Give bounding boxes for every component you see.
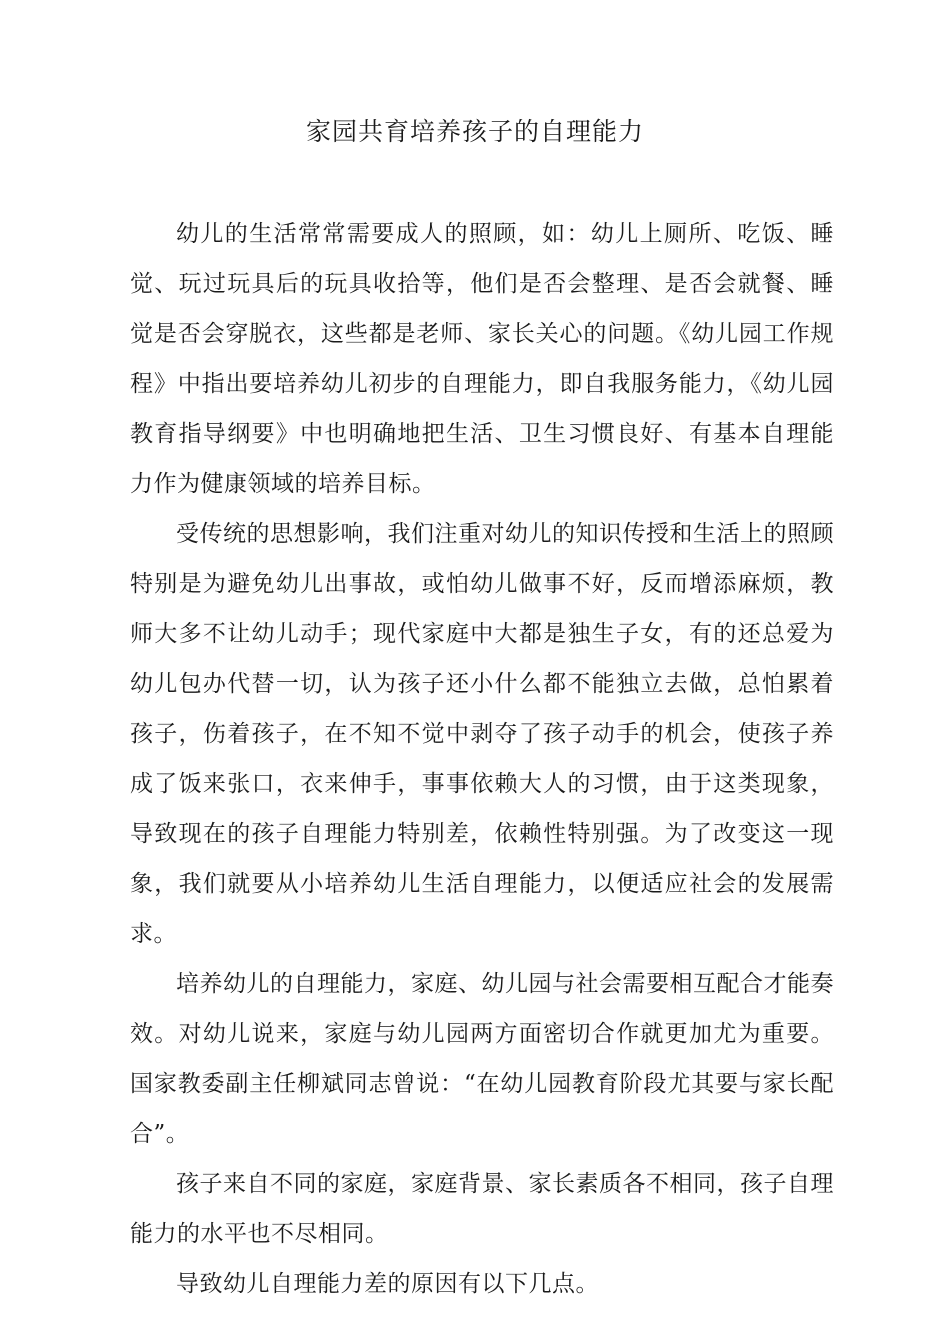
document-body xyxy=(130,209,834,1309)
document-title: 家园共育培养孩子的自理能力 xyxy=(305,117,644,146)
paragraph-1: 幼儿的生活常常需要成人的照顾，如：幼儿上厕所、吃饭、睡觉、玩过玩具后的玩具收拾等，他们是否会整理、是否会就餐、睡觉是否会穿脱衣，这些都是老师、家长关心的问题。《幼儿园工作规程》中指出要培养幼儿初步的自理能力，即自我服务能力，《幼儿园教育指导纲要》中也明确地把生活、卫生习惯良好、有基本自理能力作为健康领域的培养目标。 xyxy=(130,221,834,497)
paragraph-5: 导致幼儿自理能力差的原因有以下几点。 xyxy=(176,1271,599,1297)
paragraph-2: 受传统的思想影响，我们注重对幼儿的知识传授和生活上的照顾特别是为避免幼儿出事故，或怕幼儿做事不好，反而增添麻烦，教师大多不让幼儿动手；现代家庭中大都是独生子女，有的还总爱为幼儿包办代替一切，认为孩子还小什么都不能独立去做，总怕累着孩子，伤着孩子，在不知不觉中剥夺了孩子动手的机会，使孩子养成了饭来张口，衣来伸手，事事依赖大人的习惯，由于这类现象，导致现在的孩子自理能力特别差，依赖性特别强。为了改变这一现象，我们就要从小培养幼儿生活自理能力，以便适应社会的发展需求。 xyxy=(130,521,834,947)
paragraph-4: 孩子来自不同的家庭，家庭背景、家长素质各不相同，孩子自理能力的水平也不尽相同。 xyxy=(130,1171,834,1247)
paragraph-3: 培养幼儿的自理能力，家庭、幼儿园与社会需要相互配合才能奏效。对幼儿说来，家庭与幼儿园两方面密切合作就更加尤为重要。国家教委副主任柳斌同志曾说：“在幼儿园教育阶段尤其要与家长配合”。 xyxy=(130,971,834,1147)
